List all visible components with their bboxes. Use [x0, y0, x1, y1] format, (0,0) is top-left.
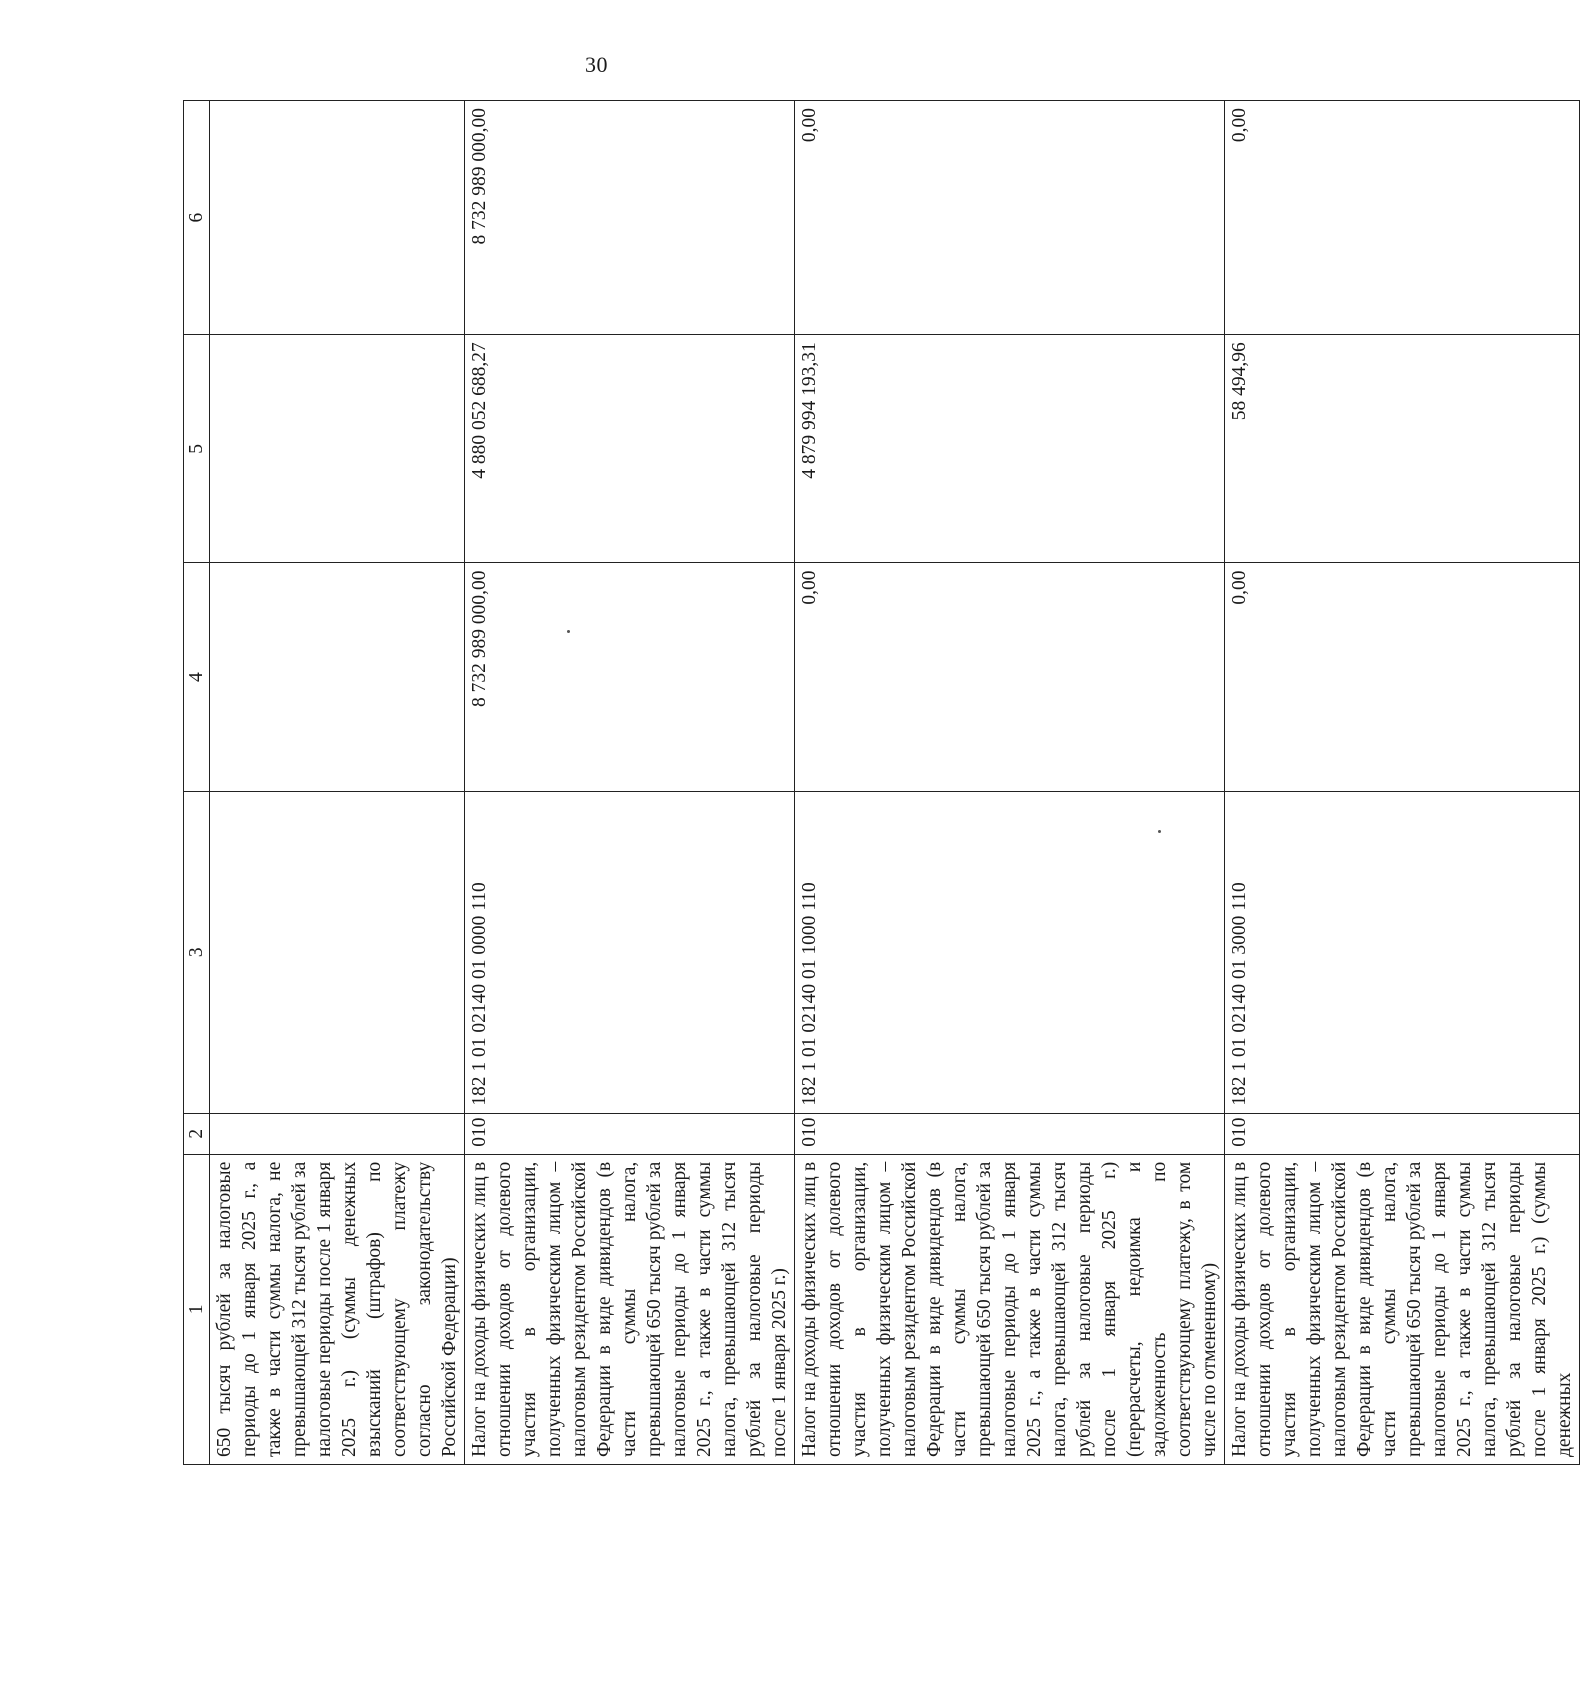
row-col6 [210, 101, 465, 335]
row-col4 [210, 563, 465, 791]
col-header-3: 3 [184, 791, 210, 1113]
row-col5 [210, 335, 465, 563]
row-admin-code [210, 1113, 465, 1154]
row-col6: 8 732 989 000,00 [465, 101, 795, 335]
col-header-4: 4 [184, 563, 210, 791]
row-col4: 0,00 [1225, 563, 1580, 791]
scan-speck [567, 630, 570, 633]
row-description: Налог на доходы физических лиц в отношении доходов от долевого участия в организации, полученных физическим лицом – налоговым резидентом Российской Федерации в виде дивидендов (в части суммы налога, превышающей 650 тысяч рублей за налоговые периоды до 1 января 2025 г., а также в части суммы налога, превышающей 312 тысяч рублей за налоговые периоды после 1 января 2025 г.) [465, 1154, 795, 1464]
row-kbk: 182 1 01 02140 01 1000 110 [795, 791, 1225, 1113]
header-row [184, 101, 210, 1465]
row-col5: 4 879 994 193,31 [795, 335, 1225, 563]
row-kbk: 182 1 01 02140 01 3000 110 [1225, 791, 1580, 1113]
row-admin-code: 010 [465, 1113, 795, 1154]
col-header-2: 2 [184, 1113, 210, 1154]
row-description: 650 тысяч рублей за налоговые периоды до 1 января 2025 г., а также в части суммы налога, не превышающей 312 тысяч рублей за налоговые периоды после 1 января 2025 г.) (суммы денежных взысканий (штрафов) по соответствующему платежу согласно законодательству Российской Федерации) [210, 1154, 465, 1464]
row-col4: 0,00 [795, 563, 1225, 791]
budget-table [183, 100, 1580, 1465]
row-description: Налог на доходы физических лиц в отношении доходов от долевого участия в организации, полученных физическим лицом – налоговым резидентом Российской Федерации в виде дивидендов (в части суммы налога, превышающей 650 тысяч рублей за налоговые периоды до 1 января 2025 г., а также в части суммы налога, превышающей 312 тысяч рублей за налоговые периоды после 1 января 2025 г.) (суммы денежных [1225, 1154, 1580, 1464]
row-description: Налог на доходы физических лиц в отношении доходов от долевого участия в организации, полученных физическим лицом – налоговым резидентом Российской Федерации в виде дивидендов (в части суммы налога, превышающей 650 тысяч рублей за налоговые периоды до 1 января 2025 г., а также в части суммы налога, превышающей 312 тысяч рублей за налоговые периоды после 1 января 2025 г.) (перерасчеты, недоимка и задолженность по соответствующему платежу, в том числе по отмененному) [795, 1154, 1225, 1464]
row-kbk: 182 1 01 02140 01 0000 110 [465, 791, 795, 1113]
row-col5: 58 494,96 [1225, 335, 1580, 563]
table-row [465, 101, 795, 1465]
scan-speck [1158, 830, 1161, 833]
table-row [795, 101, 1225, 1465]
row-kbk [210, 791, 465, 1113]
col-header-1: 1 [184, 1154, 210, 1464]
col-header-6: 6 [184, 101, 210, 335]
row-col4: 8 732 989 000,00 [465, 563, 795, 791]
rotated-table-container [183, 100, 1575, 1465]
table-row [1225, 101, 1580, 1465]
col-header-5: 5 [184, 335, 210, 563]
page-number: 30 [585, 52, 608, 77]
row-col6: 0,00 [795, 101, 1225, 335]
row-col6: 0,00 [1225, 101, 1580, 335]
row-admin-code: 010 [1225, 1113, 1580, 1154]
row-admin-code: 010 [795, 1113, 1225, 1154]
table-row [210, 101, 465, 1465]
row-col5: 4 880 052 688,27 [465, 335, 795, 563]
